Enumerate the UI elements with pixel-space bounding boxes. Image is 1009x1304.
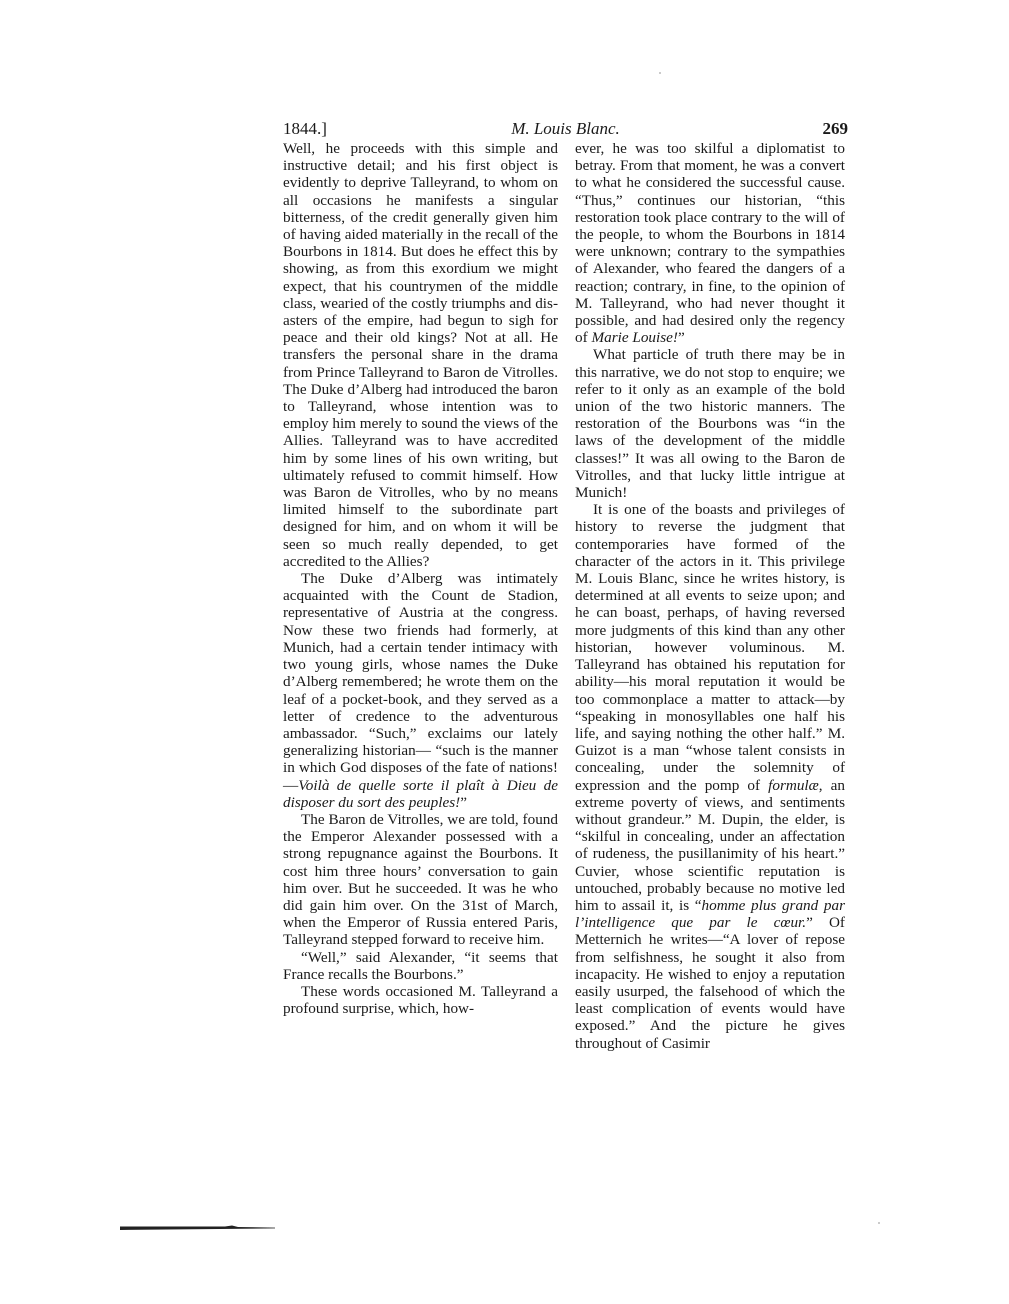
left-column-paragraph — [283, 949, 558, 983]
left-column-paragraph — [283, 983, 558, 1017]
left-column-paragraph — [283, 811, 558, 949]
paper-speck — [878, 1222, 880, 1224]
text-run: ” — [460, 793, 467, 811]
left-column — [283, 140, 558, 1017]
text-run: , an extreme poverty of views, and sentiments without grandeur.” M. Dupin, the elder, is “skilful in concealing, under an affectation of rudeness, the pusillanimity of his heart.” Cuvier, whose scientific reputation is untouched, probably because no motive led him to assail it, is “ — [575, 776, 846, 914]
right-column-paragraph — [575, 140, 845, 346]
paper-speck — [659, 72, 661, 74]
italic-text: Marie Louise! — [591, 329, 678, 347]
text-run: The Duke d’Alberg was intimately acquainted with the Count de Stadion, representative of Austria at the congress. Now these two friends had formerly, at Munich, had a certain tender intimacy with two young girls, whose names the Duke d’Alberg remembered; he wrote them on the leaf of a pocket-book, and they served as a letter of credence to the adventurous ambassador. “Such,” exclaims our lately generalizing historian— “such is the manner in which God disposes of the fate of nations!— — [283, 570, 558, 794]
text-run: Well, he proceeds with this simple and instructive detail; and his first object is evidently to deprive Talleyrand, to whom on all occasions he manifests a singular bitterness, of the credit generally given him of having aided materially in the recall of the Bourbons in 1814. But does he effect this by showing, as from this exordium we might expect, that his countrymen of the middle class, wearied of the costly triumphs and disasters of the empire, had begun to sigh for peace and their old kings? Not at all. He transfers the personal share in the drama from Prince Talleyrand to Baron de Vitrolles. The Duke d’Alberg had introduced the baron to Talleyrand, whose intention was to employ him merely to sound the views of the Allies. Talleyrand was to have accredited him by some lines of his own writing, but ultimately refused to commit himself. How was Baron de Vitrolles, who by no means limited himself to the subordinate part designed for him, and on whom it will be seen so much really depended, to get accredited to the Allies? — [283, 140, 559, 570]
ink-rule-mark — [120, 1225, 275, 1231]
italic-text: homme plus grand par l’intelligence que par le cœur. — [575, 896, 845, 932]
right-column — [575, 140, 845, 1052]
running-head — [283, 117, 848, 141]
text-run: ” Of Metternich he writes—“A lover of repose from selfishness, he sought it also from incapacity. He wished to enjoy a reputation easily usurped, the falsehood of which the least complication of events would have exposed.” And the picture he gives throughout of Casimir — [575, 914, 845, 1052]
text-run: The Baron de Vitrolles, we are told, found the Emperor Alexander possessed with a strong repugnance against the Bourbons. It cost him three hours’ conversation to gain him over. But he succeeded. It was he who did gain him over. On the 31st of March, when the Emperor of Russia entered Paris, Talleyrand stepped forward to receive him. — [283, 810, 558, 949]
right-column-paragraph — [575, 346, 845, 501]
text-run: ever, he was too skilful a diplomatist to betray. From that moment, he was a convert to what he considered the successful cause. “Thus,” continues our historian, “this restoration took place contrary to the will of the people, to whom the Bourbons in 1814 were unknown; contrary to the sympathies of Alexander, who feared the dangers of a reaction; contrary, in fine, to the opinion of M. Talleyrand, who had never thought it possible, and had desired only the regency of — [575, 140, 845, 347]
page-number: 269 — [822, 119, 848, 138]
left-column-paragraph — [283, 570, 558, 811]
text-run: These words occasioned M. Talleyrand a profound surprise, which, how- — [283, 982, 558, 1018]
right-column-paragraph — [575, 501, 845, 1052]
header-title: M. Louis Blanc. — [511, 119, 620, 138]
left-column-paragraph — [283, 140, 558, 570]
text-run: ” — [677, 329, 685, 347]
text-run: What particle of truth there may be in this narrative, we do not stop to enquire; we refer to it only as an example of the bold union of the two historic manners. The restoration of the Bourbons was “in the laws of the development of the middle classes!” It was all owing to the Baron de Vitrolles, and that lucky little intrigue at Munich! — [575, 346, 845, 502]
italic-text: Voilà de quelle sorte il plaît à Dieu de disposer du sort des peuples! — [283, 776, 558, 811]
italic-text: formulæ — [768, 776, 819, 794]
text-run: It is one of the boasts and privileges of history to reverse the judgment that contemporaries have formed of the character of the actors in it. This privilege M. Louis Blanc, since he writes history, is determined at all events to seize upon; and he can boast, perhaps, of having reversed more judgments of this kind than any other historian, however voluminous. M. Talleyrand has obtained his reputation for ability—his moral reputation it would be too commonplace a matter to attack—by “speaking in monosyllables one half his life, and saying nothing the other half.” M. Guizot is a man “whose talent consists in concealing, under the solemnity of expression and the pomp of — [575, 501, 845, 794]
text-run: “Well,” said Alexander, “it seems that France recalls the Bourbons.” — [283, 948, 558, 983]
header-year: 1844.] — [283, 119, 327, 138]
